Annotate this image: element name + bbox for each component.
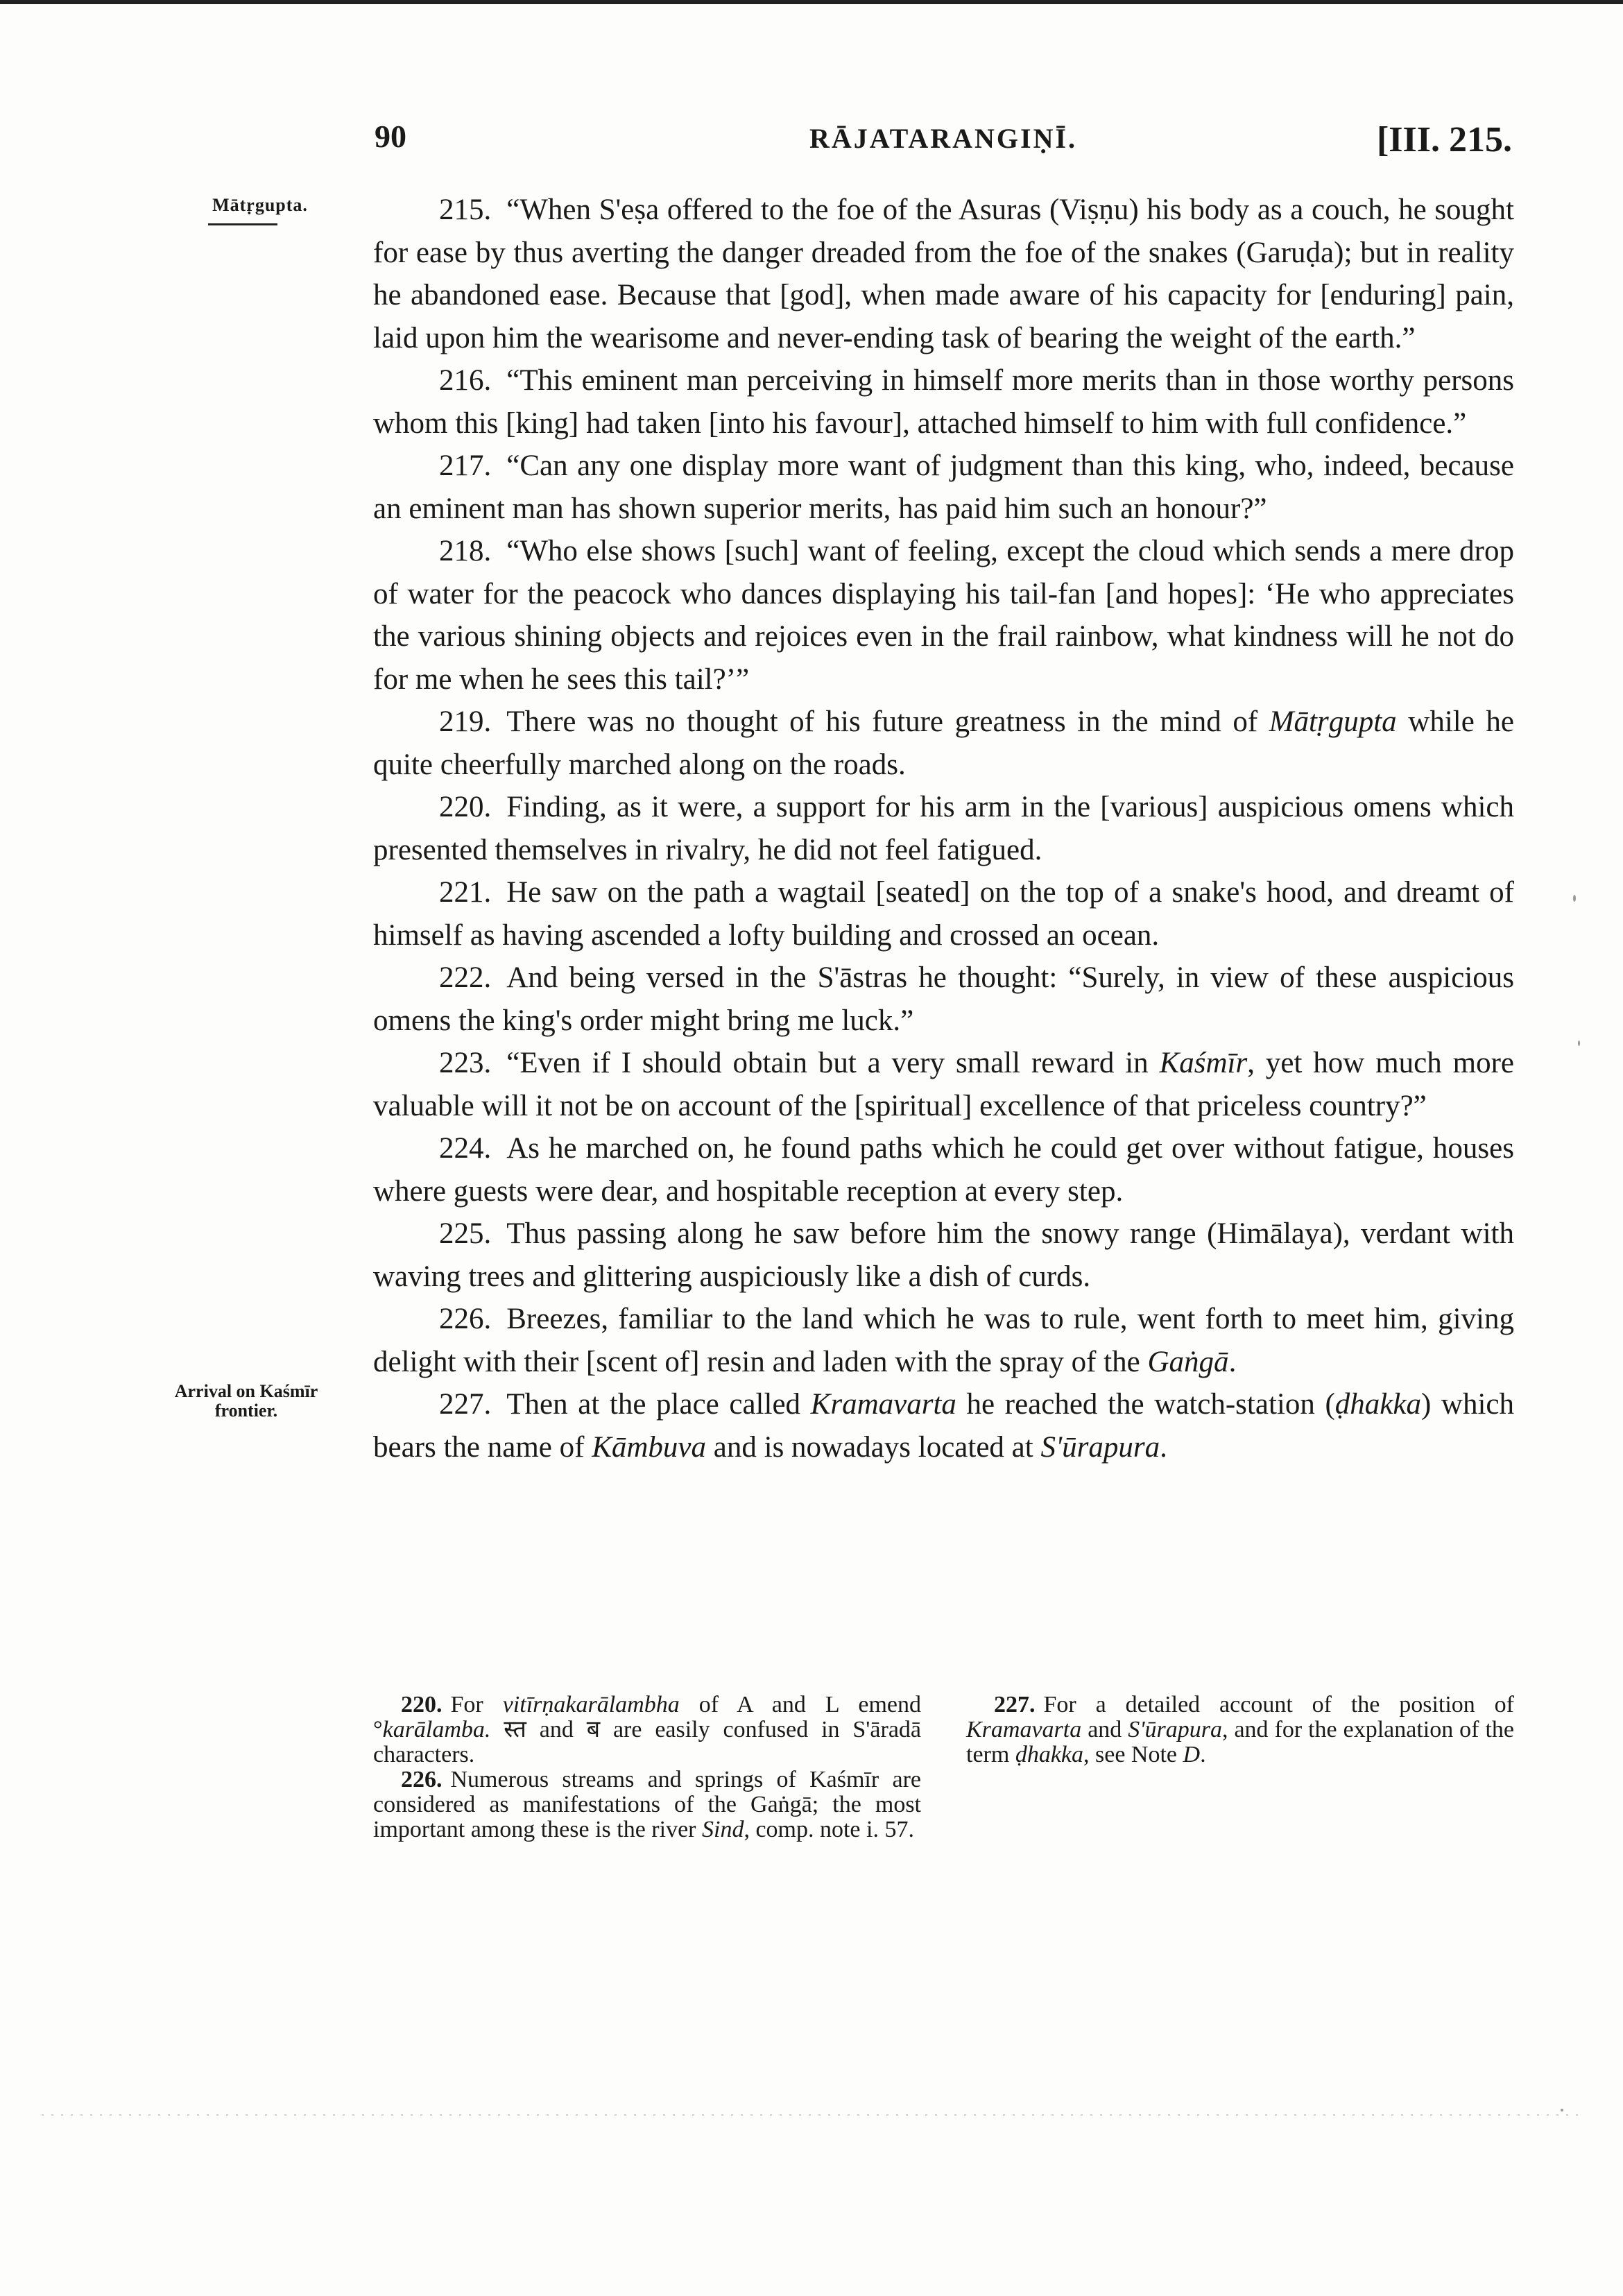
- verse-number: 219.: [439, 705, 492, 738]
- verse-italic: Kāmbuva: [592, 1430, 707, 1464]
- footnote-227: [966, 1693, 1514, 1767]
- footnote-text: , comp. note i. 57.: [744, 1817, 914, 1842]
- verse-italic: ḍhakka: [1334, 1388, 1421, 1421]
- verse-italic: Kramavarta: [810, 1388, 956, 1421]
- footnote-italic: ḍhakka: [1015, 1742, 1083, 1767]
- footnote-text: Numerous streams and springs of Kaśmīr are considered as manifestations of the Gaṅgā; the most important among these is the river: [373, 1767, 921, 1842]
- footnote-220: [373, 1693, 921, 1767]
- verse-italic: Gaṅgā: [1147, 1345, 1229, 1378]
- verse-italic: Mātṛgupta: [1269, 705, 1397, 738]
- verse-text: “Even if I should obtain but a very small reward in: [506, 1047, 1160, 1079]
- page-number: 90: [375, 119, 406, 154]
- footnote-italic: Kramavarta: [966, 1717, 1082, 1742]
- verse-number: 218.: [439, 535, 492, 567]
- page-top-border: [0, 0, 1623, 4]
- section-reference: [III. 215.: [1376, 120, 1512, 160]
- margin-note-rule: [208, 223, 277, 225]
- verse-text: ) which bears the name of: [373, 1388, 1515, 1464]
- verse-text: “Who else shows [such] want of feeling, except the cloud which sends a mere drop of water for the peacock who dances displaying his tail-fan [and hopes]: ‘He who appreciates the various shining objects and rejoices even in the frail rainbow, what kindness will he not do for me when he sees this tail?’”: [373, 535, 1514, 696]
- verse-text: while he quite cheerfully marched along on the roads.: [373, 705, 1514, 781]
- main-text: [373, 189, 1514, 1468]
- verse-221: [373, 871, 1514, 957]
- footnote-column-right: [966, 1693, 1514, 1842]
- footnote-text: of A and L emend °: [373, 1692, 921, 1742]
- verse-number: 216.: [439, 364, 492, 397]
- margin-note-matrgupta: Mātṛgupta.: [212, 195, 308, 215]
- footnotes: [373, 1693, 1514, 1842]
- verse-text: There was no thought of his future greatness in the mind of: [506, 705, 1269, 738]
- verse-219: [373, 701, 1514, 786]
- verse-text: Breezes, familiar to the land which he was to rule, went forth to meet him, giving delight with their [scent of] resin and laden with the spray of the: [373, 1303, 1514, 1378]
- verse-number: 223.: [439, 1047, 492, 1079]
- footnote-text: and: [1081, 1717, 1128, 1742]
- scan-speck: [1573, 895, 1576, 902]
- verse-text: “This eminent man perceiving in himself more merits than in those worthy persons whom this [king] had taken [into his favour], attached himself to him with full confidence.”: [373, 364, 1514, 440]
- verse-text: and is nowadays located at: [706, 1430, 1041, 1464]
- margin-note-arrival: Arrival on Kaśmīr frontier.: [174, 1381, 318, 1421]
- footnote-text: For a detailed account of the position of: [1043, 1692, 1514, 1717]
- footnote-column-left: [373, 1693, 921, 1842]
- verse-number: 220.: [439, 791, 492, 823]
- scan-speck: [1561, 2109, 1563, 2111]
- verse-text: , yet how much more valuable will it not be on account of the [spiritual] excellence of that priceless country?”: [373, 1047, 1514, 1122]
- verse-217: [373, 445, 1514, 530]
- verse-220: [373, 786, 1514, 871]
- running-title: RĀJATARANGIṆĪ.: [809, 123, 1078, 154]
- verse-text: “When S'eṣa offered to the foe of the Asuras (Viṣṇu) his body as a couch, he sought for ease by thus averting the danger dreaded from the foe of the snakes (Garuḍa); but in reality he abandoned ease. Because that [god], when made aware of his capacity for [enduring] pain, laid upon him the wearisome and never-ending task of bearing the weight of the earth.”: [373, 194, 1514, 354]
- verse-text: Finding, as it were, a support for his arm in the [various] auspicious omens which presented themselves in rivalry, he did not feel fatigued.: [373, 791, 1514, 866]
- verse-225: [373, 1213, 1514, 1298]
- verse-215: [373, 189, 1514, 359]
- scan-speck: [1578, 1040, 1580, 1046]
- verse-number: 226.: [439, 1303, 492, 1335]
- verse-number: 222.: [439, 961, 492, 994]
- verse-224: [373, 1127, 1514, 1213]
- footnote-number: 220.: [401, 1692, 443, 1717]
- footnote-italic: karālamba.: [382, 1717, 491, 1742]
- verse-text: he reached the watch-station (: [956, 1388, 1335, 1421]
- footnote-text: .: [1200, 1742, 1206, 1767]
- footnote-number: 226.: [401, 1767, 443, 1792]
- running-header: [375, 118, 1512, 166]
- verse-number: 225.: [439, 1217, 492, 1250]
- verse-text: He saw on the path a wagtail [seated] on the top of a snake's hood, and dreamt of himself as having ascended a lofty building and crossed an ocean.: [373, 876, 1514, 952]
- verse-text: .: [1160, 1430, 1167, 1464]
- footnote-italic: vitīrṇakarālambha: [502, 1692, 680, 1717]
- verse-text: Thus passing along he saw before him the snowy range (Himālaya), verdant with waving trees and glittering auspiciously like a dish of curds.: [373, 1217, 1514, 1293]
- scan-dot-line: [42, 2114, 1581, 2116]
- verse-number: 217.: [439, 449, 492, 482]
- verse-216: [373, 359, 1514, 445]
- verse-227: [373, 1383, 1514, 1468]
- verse-number: 221.: [439, 876, 492, 909]
- verse-222: [373, 957, 1514, 1042]
- verse-218: [373, 530, 1514, 701]
- footnote-italic: Sind: [702, 1817, 744, 1842]
- verse-italic: Kaśmīr: [1159, 1047, 1248, 1079]
- footnote-text: , see Note: [1083, 1742, 1183, 1767]
- footnote-text: स्त and ब are easily confused in S'āradā characters.: [373, 1717, 921, 1767]
- verse-number: 224.: [439, 1132, 492, 1165]
- footnote-number: 227.: [994, 1692, 1036, 1717]
- verse-number: 215.: [439, 194, 492, 226]
- verse-226: [373, 1298, 1514, 1383]
- verse-text: “Can any one display more want of judgment than this king, who, indeed, because an eminent man has shown superior merits, has paid him such an honour?”: [373, 449, 1514, 525]
- verse-text: As he marched on, he found paths which he could get over without fatigue, houses where guests were dear, and hospitable reception at every step.: [373, 1132, 1514, 1208]
- verse-number: 227.: [439, 1388, 492, 1421]
- footnote-text: , and for the explanation of the term: [966, 1717, 1514, 1767]
- verse-text: And being versed in the S'āstras he thought: “Surely, in view of these auspicious omens the king's order might bring me luck.”: [373, 961, 1514, 1037]
- footnote-italic: S'ūrapura: [1128, 1717, 1222, 1742]
- footnote-italic: D: [1183, 1742, 1201, 1767]
- footnote-226: [373, 1767, 921, 1842]
- footnote-text: For: [450, 1692, 503, 1717]
- verse-text: .: [1228, 1345, 1237, 1378]
- verse-223: [373, 1042, 1514, 1127]
- verse-italic: S'ūrapura: [1040, 1430, 1160, 1464]
- verse-text: Then at the place called: [506, 1388, 811, 1421]
